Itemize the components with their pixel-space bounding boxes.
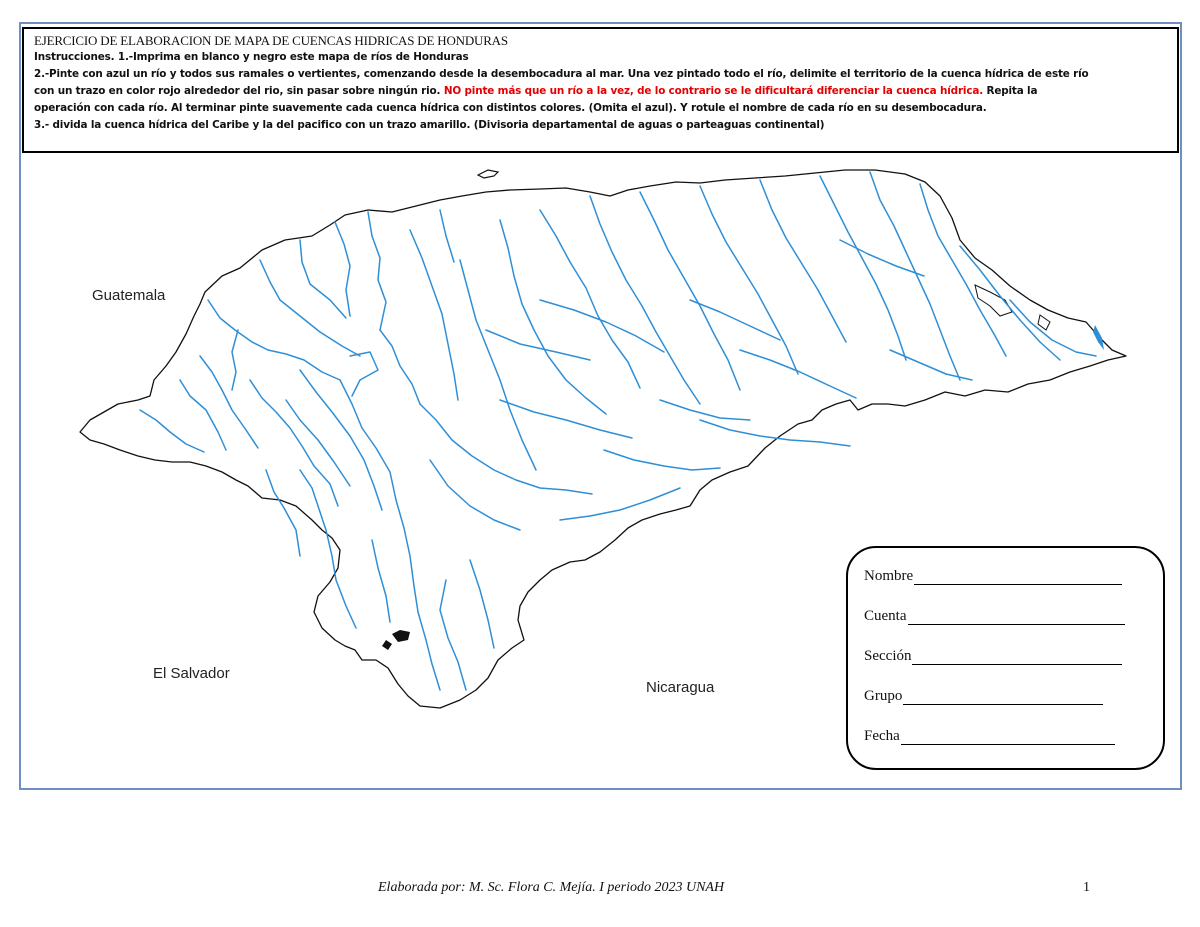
instruction-line-5: 3.- divida la cuenca hídrica del Caribe y la del pacifico con un trazo amarillo. (Divisoria departamental de aguas o parteaguas continental): [34, 119, 825, 131]
field-grupo-label: Grupo: [864, 688, 903, 704]
student-info-form: [846, 546, 1165, 770]
field-nombre-line[interactable]: [914, 568, 1122, 585]
lagoon-fill: [1093, 325, 1104, 350]
exercise-title: EJERCICIO DE ELABORACION DE MAPA DE CUENCAS HIDRICAS DE HONDURAS: [34, 33, 508, 48]
field-fecha-line[interactable]: [901, 728, 1115, 745]
instruction-line-1: Instrucciones. 1.-Imprima en blanco y negro este mapa de ríos de Honduras: [34, 51, 469, 63]
footer-author: Elaborada por: M. Sc. Flora C. Mejía. I periodo 2023 UNAH: [378, 880, 725, 895]
label-guatemala: Guatemala: [92, 287, 166, 304]
field-nombre-label: Nombre: [864, 568, 914, 584]
gulf-islands: [382, 630, 410, 650]
instruction-line-3-start: con un trazo en color rojo alrededor del rio, sin pasar sobre ningún rio.: [34, 85, 444, 97]
lagoon: [975, 285, 1050, 330]
field-cuenta-label: Cuenta: [864, 608, 907, 624]
field-seccion-label: Sección: [864, 648, 912, 664]
instruction-warning: NO pinte más que un río a la vez, de lo contrario se le dificultará diferenciar la cuenca hídrica.: [443, 85, 983, 97]
field-fecha[interactable]: [864, 728, 1115, 745]
label-nicaragua: Nicaragua: [646, 679, 715, 696]
field-grupo[interactable]: [864, 688, 1103, 705]
page-number: 1: [1083, 880, 1090, 895]
instruction-line-4: operación con cada río. Al terminar pinte suavemente cada cuenca hídrica con distintos colores. (Omita el azul). Y rotule el nombre de cada río en su desembocadura.: [34, 102, 987, 114]
field-nombre[interactable]: [864, 568, 1122, 585]
field-fecha-label: Fecha: [864, 728, 900, 744]
field-cuenta-line[interactable]: [908, 608, 1125, 625]
field-seccion[interactable]: [864, 648, 1122, 665]
field-seccion-line[interactable]: [912, 648, 1122, 665]
bay-islands: [478, 170, 498, 178]
field-cuenta[interactable]: [864, 608, 1125, 625]
label-el-salvador: El Salvador: [153, 665, 230, 682]
instruction-line-2: 2.-Pinte con azul un río y todos sus ramales o vertientes, comenzando desde la desembocadura al mar. Una vez pintado todo el río, delimite el territorio de la cuenca hídrica de este río: [34, 68, 1089, 80]
field-grupo-line[interactable]: [903, 688, 1103, 705]
instruction-line-3-end: Repita la: [983, 85, 1038, 97]
